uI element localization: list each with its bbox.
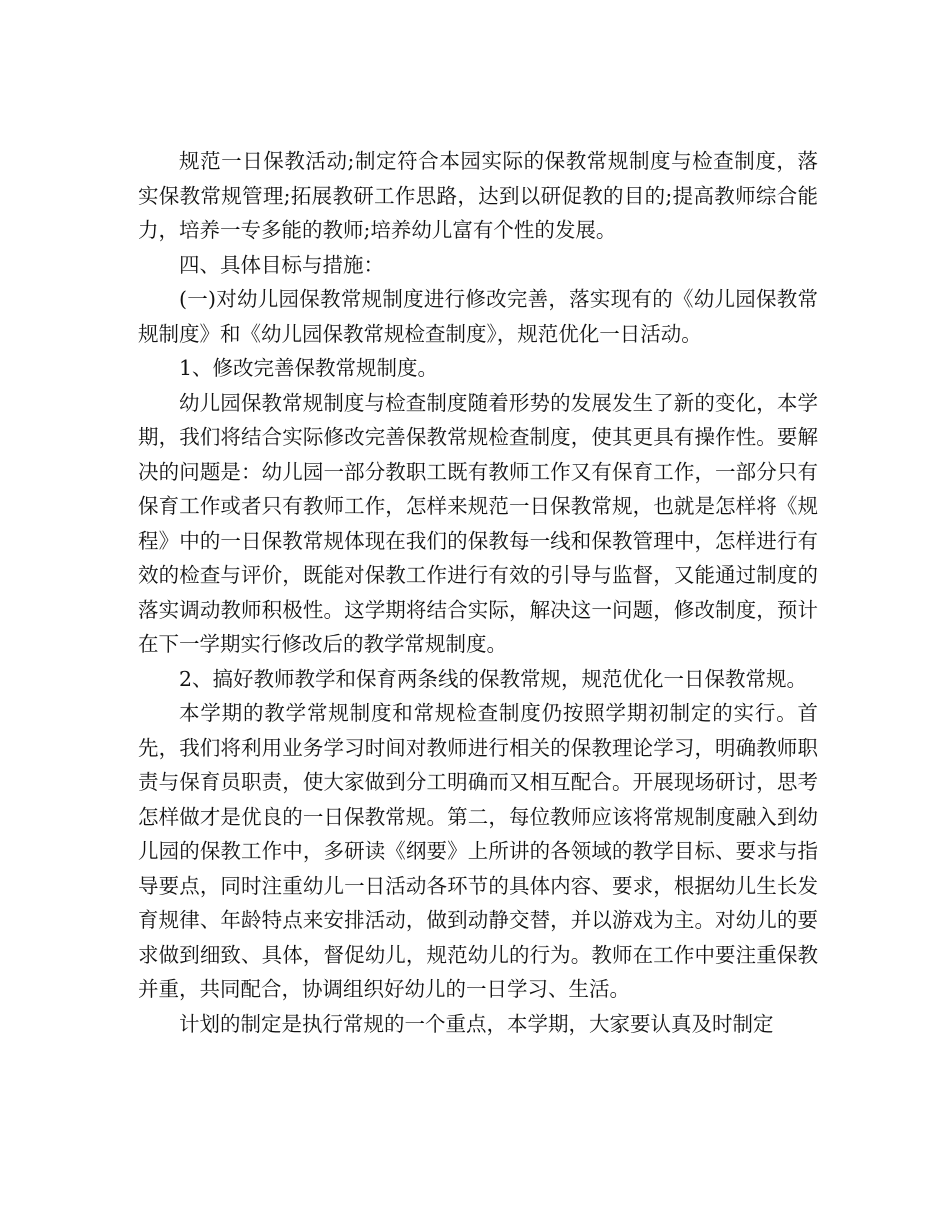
paragraph-intro-goals: 规范一日保教活动;制定符合本园实际的保教常规制度与检查制度，落实保教常规管理;拓展教研工作思路，达到以研促教的目的;提高教师综合能力，培养一专多能的教师;培养幼儿富有个性的发展。 — [138, 149, 818, 242]
section-heading-goals-measures: 四、具体目标与措施： — [179, 252, 384, 277]
paragraph-teaching-routine: 本学期的教学常规制度和常规检查制度仍按照学期初制定的实行。首先，我们将利用业务学习时间对教师进行相关的保教理论学习，明确教师职责与保育员职责，使大家做到分工明确而又相互配合。开展现场研讨，思考怎样做才是优良的一日保教常规。第二，每位教师应该将常规制度融入到幼儿园的保教工作中，多研读《纲要》上所讲的各领域的教学目标、要求与指导要点，同时注重幼儿一日活动各环节的具体内容、要求，根据幼儿生长发育规律、年龄特点来安排活动，做到动静交替，并以游戏为主。对幼儿的要求做到细致、具体，督促幼儿，规范幼儿的行为。教师在工作中要注重保教并重，共同配合，协调组织好幼儿的一日学习、生活。 — [138, 701, 818, 1001]
paragraph-planning: 计划的制定是执行常规的一个重点，本学期，大家要认真及时制定 — [179, 1011, 774, 1036]
paragraph-revise-system: 幼儿园保教常规制度与检查制度随着形势的发展发生了新的变化，本学期，我们将结合实际修改完善保教常规检查制度，使其更具有操作性。要解决的问题是：幼儿园一部分教职工既有教师工作又有保育工作，一部分只有保育工作或者只有教师工作，怎样来规范一日保教常规，也就是怎样将《规程》中的一日保教常规体现在我们的保教每一线和保教管理中，怎样进行有效的检查与评价，既能对保教工作进行有效的引导与监督，又能通过制度的落实调动教师积极性。这学期将结合实际，解决这一问题，修改制度，预计在下一学期实行修改后的教学常规制度。 — [138, 390, 818, 656]
item-heading-2: 2、搞好教师教学和保育两条线的保教常规，规范优化一日保教常规。 — [179, 666, 808, 691]
item-heading-1: 1、修改完善保教常规制度。 — [179, 356, 439, 380]
subsection-heading-1: (一)对幼儿园保教常规制度进行修改完善，落实现有的《幼儿园保教常规制度》和《幼儿园保教常规检查制度》，规范优化一日活动。 — [138, 287, 818, 346]
document-body — [138, 144, 818, 1041]
